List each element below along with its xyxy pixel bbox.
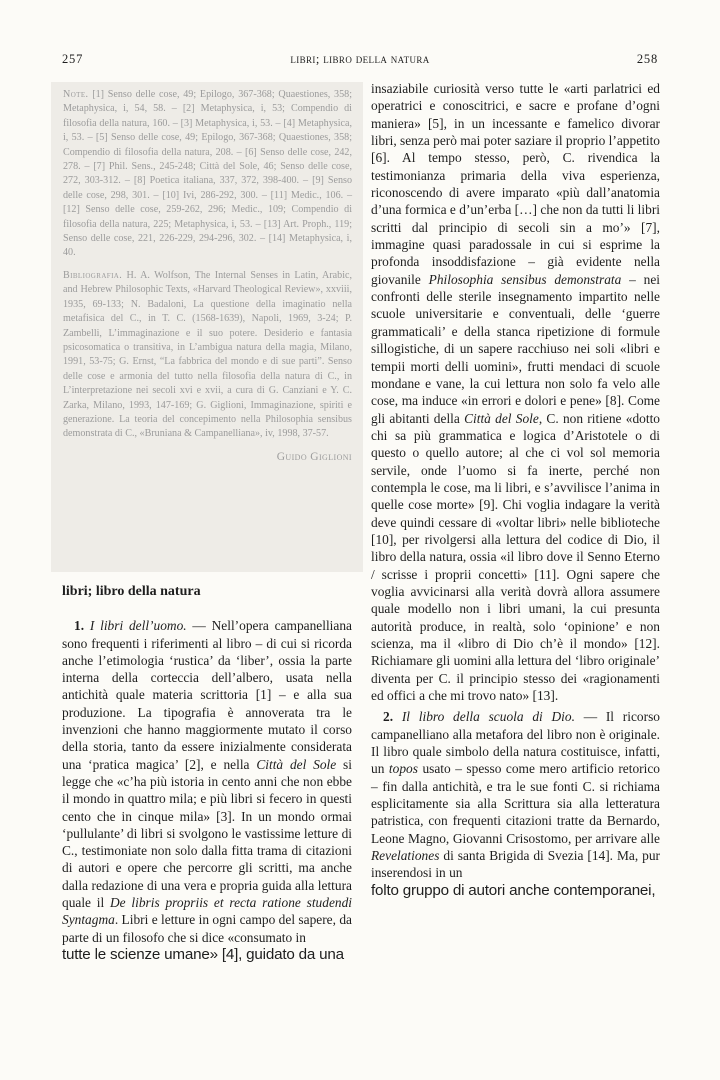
section-1-heading: I libri dell’uomo.: [89, 618, 187, 634]
notes-text: [1] Senso delle cose, 49; Epilogo, 367-368; Quaestiones, 358; Metaphysica, i, 54, 58. – [2] Metaphysica, i, 53; Compendio di filosofia della natura, 160. – [3] Metaphysica, i, 53. – [4] Metaphysica, i, 53. – [5] Senso delle cose, 49; Epilogo, 367-368; Quaestiones, 358; Compendio di filosofia della natura, 208. – [6] Senso delle cose, 242, 278. – [7] Phil. Sens., 245-248; Città del Sole, 46; Senso delle cose, 272, 303-312. – [8] Poetica italiana, 337, 372, 398-400. – [9] Senso delle cose, 298, 301. – [10] Ivi, 286-292, 300. – [11] Medic., 106. – [12] Senso delle cose, 259-262, 296; Medic., 109; Compendio di filosofia della natura, 225; Metaphysica, i, 53. – [13] Art. Proph., 119; Senso delle cose, 221, 226-229, 294-296, 302. – [14] Metaphysica, i, 40.: [63, 89, 352, 259]
section-1-text-a: — Nell’opera campanelliana sono frequenti i riferimenti al libro – di cui si ricorda anche l’etimologia ‘rustica’ da ‘liber’, ossia la parte interna della corteccia dell’albero, usata nella antichità quale materia scrittoria [1] – e alla sua produzione. La tipografia è annoverata tra le invenzioni che hanno maggiormente mutato il corso della storia, tanto da essere inizialmente considerata una ‘pratica magica’ [2], e nella: [62, 618, 352, 772]
bibliography-label: Bibliografia.: [63, 269, 123, 281]
section-1-text-c: . Libri e letture in ogni campo del sapere, da parte di un filosofo che si dice «consumato in: [62, 912, 352, 945]
continuation-text-b: – nei confronti delle sterile insegnamento impartito nelle scuole universitarie e conventuali, delle ‘guerre grammaticali’ e della stanca ripetizione di formule sillogistiche, di un sapere racchiuso nei soli «libri e tempii morti delli uomini», frutti mendaci di scuole mondane e vane, la cui lettura non solo fa velo alle cose, ma induce «in errori e dolori e pene» [8]. Come gli abitanti della: [371, 271, 660, 426]
revelationes-title: Revelationes: [371, 848, 440, 864]
bibliography-text: H. A. Wolfson, The Internal Senses in Latin, Arabic, and Hebrew Philosophic Texts, «Harvard Theological Review», xxviii, 1935, 69-133; N. Badaloni, La questione della imaginatio nella metafisica del C., in T. C. (1568-1639), Napoli, 1969, 3-24; P. Zambelli, L’immaginazione e il suo potere. Desiderio e fantasia psicosomatica o transitiva, in L’ambigua natura della magia, Milano, 1991, 53-75; G. Ernst, “La fabbrica del mondo e di sue parti”. Senso delle cose e armonia del tutto nella filosofia della natura di C., in L’interpretazione nei secoli xvi e xvii, a cura di G. Canziani e Y. C. Zarka, Milano, 1993, 147-169; G. Giglioni, Immaginazione, spiriti e generazione. La teoria del concepimento nella Philosophia sensibus demonstrata di C., «Bruniana & Campanelliana», iv, 1998, 37-57.: [63, 269, 353, 440]
section-1-continuation: [371, 80, 660, 704]
page-number-left: 257: [62, 52, 84, 66]
continuation-text-a: insaziabile curiosità verso tutte le «arti parlatrici ed operatrici e conoscitrici, e sacre e profane d’ogni maniera» [5], in un incessante e famelico divorar libri, senza però mai poter saziare il proprio l’appetito [6]. Al tempo stesso, però, C. rivendica la testimonianza primaria della viva esperienza, riconoscendo di avere imparato «più dall’anatomia d’una formica e d’un’erba […] che non da tutti li libri scritti dal principio di secoli sin a mo’» [7], immagine quasi paradossale in cui si esprime la profonda insoddisfazione – già evidente nella giovanile: [371, 81, 660, 287]
citta-del-sole-title: Città del Sole: [256, 756, 337, 772]
section-2-number: 2.: [383, 709, 394, 725]
section-1-last-line: tutte le scienze umane» [4], guidato da una: [62, 945, 344, 963]
de-libris-title: De libris propriis et recta ratione studendi Syntagma: [62, 895, 352, 928]
section-1-paragraph: [62, 617, 352, 963]
bibliography-paragraph: [63, 269, 352, 442]
page-number-right: 258: [636, 52, 658, 66]
entry-author: Guido Giglioni: [276, 450, 352, 463]
notes-bibliography-box: [51, 82, 363, 572]
notes-label: Note.: [63, 89, 89, 100]
running-title: libri; libro della natura: [290, 52, 430, 66]
section-2-text-c: di santa Brigida di Svezia [14]. Ma, pur inserendosi in un: [371, 848, 660, 881]
right-column: [371, 80, 660, 899]
section-2-last-line: folto gruppo di autori anche contemporanei,: [371, 881, 656, 899]
philosophia-title: Philosophia sensibus demonstrata: [428, 271, 622, 287]
left-column: [62, 583, 352, 963]
section-1-number: 1.: [74, 618, 85, 634]
continuation-text-c: , C. non ritiene «dotto chi sa più grammatica e logica d’Aristotele o di questo o quello autore; al che ci vol sol memoria servile, onde l’uomo si fa inerte, perché non contempla le cose, ma li libri, e s’avvilisce l’anima in quelle cose morte» [9]. Chi voglia indagare la verità deve quindi cessare di «voltar libri» nelle biblioteche [10], per rivolgersi alla lettura del codice di Dio, il libro della natura, ossia «il libro dove il Senno Eterno / scrisse i proprii concetti» [11]. Ogni sapere che voglia avvicinarsi alla verità dovrà allora assumere quale modello non i libri umani, la cui presunta autorità produce, in realtà, solo ‘opinione’ e non scienza, ma il «libro di Dio ch’è il mondo» [12]. Richiamare gli uomini alla lettura del ‘libro originale’ diventa per C. il principio stesso dei «ragionamenti ed offici a che mi trovo nato» [13].: [371, 410, 660, 704]
page-header: [62, 52, 658, 74]
notes-paragraph: [63, 88, 352, 261]
entry-title: libri; libro della natura: [62, 584, 201, 599]
section-1-text-b: si legge che «c’ha più istoria in cento anni che non ebbe il mondo in quattro mila; e più libri si fecero in questi cento che in cinque mila» [3]. In un mondo ormai ‘pullulante’ di libri si svolgono le vastissime letture di C., testimoniate non solo dalla fitta trama di citazioni di autori e opere che percorre gli scritti, ma anche dalla redazione di una vera e propria guida alla lettura quale il: [62, 756, 352, 911]
section-2-paragraph: [371, 708, 660, 899]
topos-word: topos: [388, 761, 418, 777]
citta-del-sole-title-2: Città del Sole: [464, 410, 539, 426]
section-2-heading: Il libro della scuola di Dio.: [401, 709, 575, 725]
section-2-text-b: usato – spesso come mero artificio retorico – fin dalla antichità, e tra le sue fonti C. si richiama esplicitamente sia alla Scrittura sia alla letteratura patristica, con frequenti citazioni tratte da Bernardo, Leone Magno, Giovanni Crisostomo, per arrivare alle: [371, 761, 660, 846]
section-2-text-a: — Il ricorso campanelliano alla metafora del libro non è originale. Il libro quale simbolo della natura costituisce, infatti, un: [371, 709, 660, 777]
